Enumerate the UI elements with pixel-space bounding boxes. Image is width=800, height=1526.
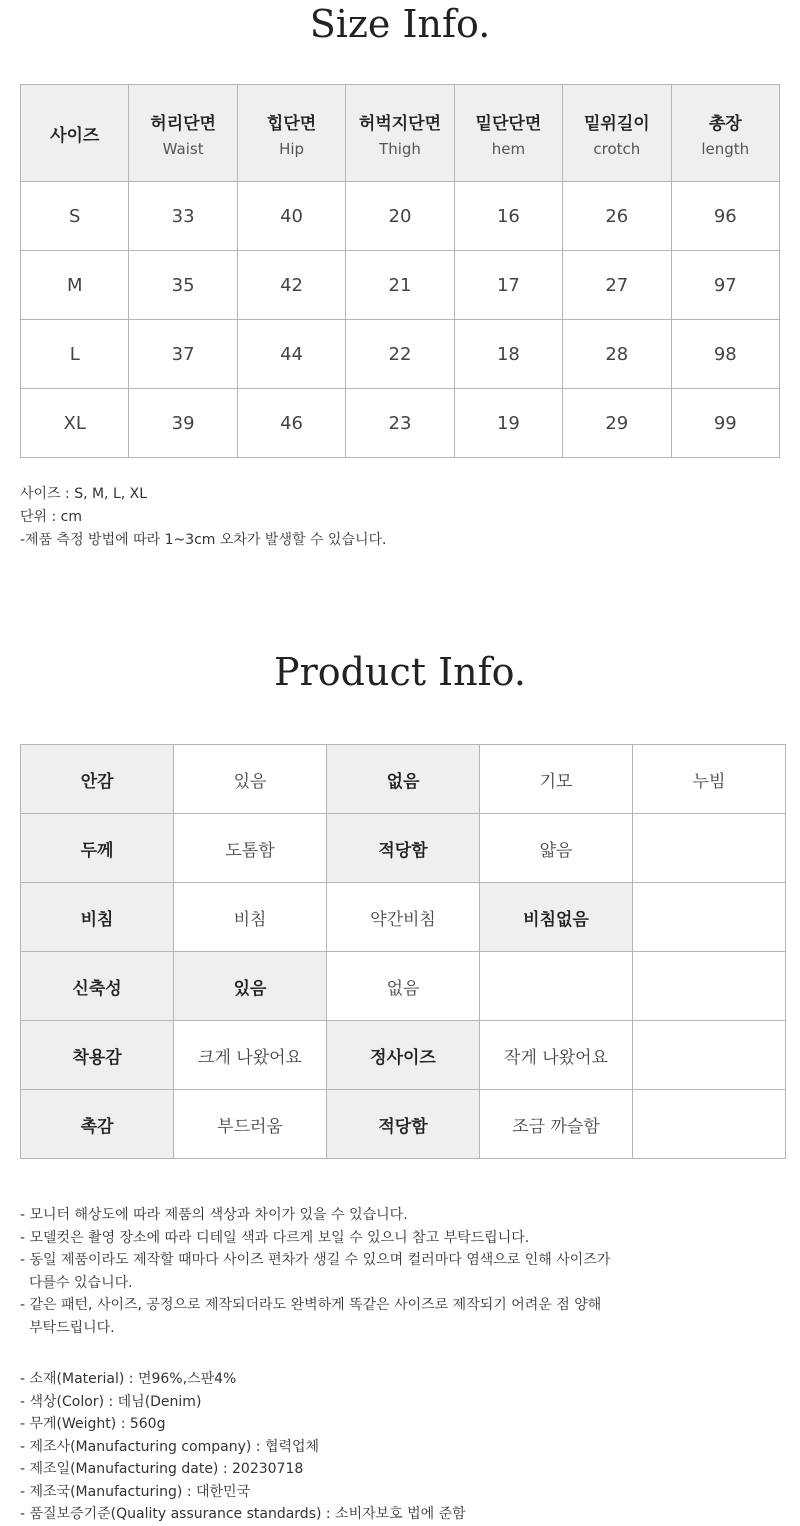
product-row [21,883,786,952]
size-note-line: -제품 측정 방법에 따라 1~3cm 오차가 발생할 수 있습니다. [20,532,387,548]
product-cell [633,883,786,952]
size-cell: 99 [671,389,779,458]
size-cell: 22 [346,320,454,389]
size-cell: 40 [237,182,345,251]
product-note-continued: 부탁드립니다. [29,1319,115,1336]
product-row [21,1021,786,1090]
product-row [21,814,786,883]
size-cell: 27 [563,251,671,320]
size-cell: 44 [237,320,345,389]
size-cell: 19 [454,389,562,458]
product-cell: 얇음 [480,814,633,883]
size-cell: 37 [129,320,237,389]
size-header-en: Hip [279,139,305,158]
product-cell: 비침 [174,883,327,952]
product-cell [633,1090,786,1159]
size-table-body [21,182,780,458]
product-cell-highlight: 신축성 [21,952,174,1021]
product-cell: 있음 [174,745,327,814]
size-header-ko: 힙단면 [266,113,317,134]
size-info-title: Size Info. [309,2,491,46]
product-cell: 약간비침 [327,883,480,952]
spec-line: - 무게(Weight) : 560g [20,1416,166,1432]
size-row [21,182,780,251]
size-header-en: crotch [593,139,641,158]
size-header-en: Waist [162,139,204,158]
product-row [21,952,786,1021]
size-header-cell [671,85,779,182]
product-cell-highlight: 정사이즈 [327,1021,480,1090]
size-cell: 98 [671,320,779,389]
size-cell: XL [21,389,129,458]
product-info-table [20,744,786,1159]
spec-line: - 품질보증기준(Quality assurance standards) : 소비자보호 법에 준함 [20,1506,466,1522]
product-info-table-body [21,745,786,1159]
product-note-line: - 동일 제품이라도 제작할 때마다 사이즈 편차가 생길 수 있으며 컬러마다 염색으로 인해 사이즈가 [20,1252,611,1268]
product-cell [633,1021,786,1090]
product-cell-highlight: 없음 [327,745,480,814]
product-note-line: - 같은 패턴, 사이즈, 공정으로 제작되더라도 완벽하게 똑같은 사이즈로 제작되기 어려운 점 양해 [20,1297,602,1313]
size-cell: 16 [454,182,562,251]
product-cell-highlight: 안감 [21,745,174,814]
size-cell: 29 [563,389,671,458]
size-header-ko: 밑위길이 [583,113,650,134]
product-info-title: Product Info. [274,650,526,694]
size-header-ko: 총장 [708,113,742,134]
size-cell: 28 [563,320,671,389]
product-cell: 작게 나왔어요 [480,1021,633,1090]
size-cell: 35 [129,251,237,320]
size-table-header-row [21,85,780,182]
size-notes [20,483,386,552]
spec-line: - 제조국(Manufacturing) : 대한민국 [20,1483,251,1500]
size-cell: 46 [237,389,345,458]
size-cell: 21 [346,251,454,320]
spec-line: - 소재(Material) : 면96%,스판4% [20,1371,237,1387]
size-header-cell [237,85,345,182]
product-cell-highlight: 비침 [21,883,174,952]
size-cell: 39 [129,389,237,458]
size-cell: 26 [563,182,671,251]
product-cell: 부드러움 [174,1090,327,1159]
product-note-line: - 모델컷은 촬영 장소에 따라 디테일 색과 다르게 보일 수 있으니 참고 부탁드립니다. [20,1229,530,1246]
size-cell: 33 [129,182,237,251]
product-cell: 기모 [480,745,633,814]
size-cell: L [21,320,129,389]
product-cell-highlight: 두께 [21,814,174,883]
product-cell [480,952,633,1021]
product-cell-highlight: 적당함 [327,814,480,883]
size-cell: 23 [346,389,454,458]
spec-line: - 제조사(Manufacturing company) : 협력업체 [20,1438,320,1455]
size-header-cell [454,85,562,182]
product-cell [633,952,786,1021]
product-cell-highlight: 촉감 [21,1090,174,1159]
size-header-cell [21,85,129,182]
size-header-en: hem [491,139,526,158]
product-cell-highlight: 비침없음 [480,883,633,952]
size-cell: S [21,182,129,251]
size-header-ko: 사이즈 [50,125,100,146]
size-cell: 18 [454,320,562,389]
product-cell-highlight: 착용감 [21,1021,174,1090]
size-header-cell [346,85,454,182]
size-header-en: Thigh [379,139,421,158]
size-header-ko: 허벅지단면 [358,113,442,134]
size-note-line: 단위 : cm [20,509,83,525]
product-note-line: - 모니터 해상도에 따라 제품의 색상과 차이가 있을 수 있습니다. [20,1207,408,1223]
size-cell: 96 [671,182,779,251]
product-spec-list [20,1368,466,1526]
product-cell: 누빔 [633,745,786,814]
product-cell: 크게 나왔어요 [174,1021,327,1090]
size-note-line: 사이즈 : S, M, L, XL [20,486,148,502]
size-row [21,251,780,320]
product-cell: 도톰함 [174,814,327,883]
size-cell: 17 [454,251,562,320]
product-cell [633,814,786,883]
product-cell: 조금 까슬함 [480,1090,633,1159]
product-note-continued: 다를수 있습니다. [29,1274,133,1291]
spec-line: - 제조일(Manufacturing date) : 20230718 [20,1461,304,1477]
size-header-cell [563,85,671,182]
product-row [21,1090,786,1159]
size-header-ko: 밑단단면 [475,113,542,134]
size-row [21,389,780,458]
size-header-ko: 허리단면 [150,113,216,134]
size-cell: M [21,251,129,320]
product-cell: 없음 [327,952,480,1021]
size-row [21,320,780,389]
size-header-en: length [701,139,750,158]
product-cell-highlight: 적당함 [327,1090,480,1159]
product-cell-highlight: 있음 [174,952,327,1021]
size-cell: 42 [237,251,345,320]
spec-line: - 색상(Color) : 데님(Denim) [20,1393,202,1410]
size-table [20,84,780,458]
size-cell: 97 [671,251,779,320]
product-row [21,745,786,814]
size-cell: 20 [346,182,454,251]
size-header-cell [129,85,237,182]
product-notes [20,1204,720,1339]
